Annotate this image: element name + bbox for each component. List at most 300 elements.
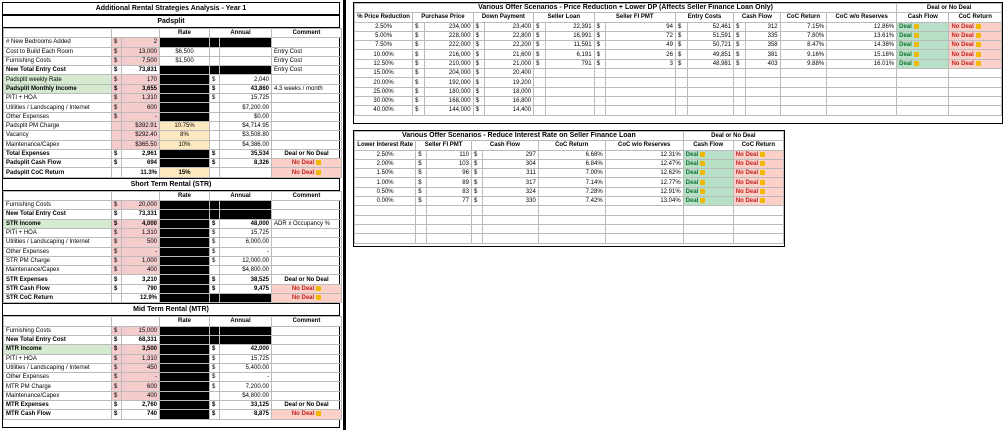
str-header: Short Term Rental (STR) (3, 178, 339, 191)
table-row (355, 106, 1002, 115)
price-reduction[interactable]: 10.00% (355, 50, 413, 59)
comment (272, 382, 342, 391)
rate-value[interactable]: 15% (160, 168, 210, 177)
rental-strategies-panel (2, 2, 340, 428)
deal-coc-return: No Deal (733, 178, 783, 187)
rate-value[interactable]: 25% (160, 256, 210, 265)
currency-symbol (594, 96, 606, 105)
rate-value[interactable] (160, 103, 210, 112)
monthly-value[interactable]: 68,331 (122, 335, 160, 344)
col-deal-coc-return: CoC Return (949, 13, 1002, 22)
comment (272, 373, 342, 382)
currency-symbol: $ (534, 31, 546, 40)
comment (272, 131, 342, 140)
comment (272, 266, 342, 275)
row-label: Furnishing Costs (4, 201, 112, 210)
monthly-value[interactable]: - (122, 247, 160, 256)
coc-wo-reserves: 12.86% (827, 22, 897, 31)
monthly-value[interactable]: 4,000 (122, 219, 160, 228)
currency-symbol: $ (413, 50, 425, 59)
seller-fi-pmt: 3 (606, 59, 676, 68)
seller-fi-pmt: 110 (427, 150, 472, 159)
thumb-icon (700, 152, 705, 157)
warning-icon (976, 61, 981, 66)
row-label: Utilities / Landscaping / Internet (4, 103, 112, 112)
annual-currency (210, 294, 220, 303)
price-reduction[interactable]: 2.50% (355, 22, 413, 31)
comment (272, 121, 342, 130)
annual-value (220, 56, 272, 65)
rate-value[interactable] (160, 38, 210, 47)
row-label: Other Expenses (4, 247, 112, 256)
comment (272, 345, 342, 354)
monthly-value[interactable]: $365.50 (122, 140, 160, 149)
offers1-title: Various Offer Scenarios - Price Reduction + Lower DP (Affects Seller Finance Loan Only) (355, 4, 897, 13)
row-label: Furnishing Costs (4, 326, 112, 335)
deal-coc-return (949, 96, 1002, 105)
currency-symbol: $ (471, 169, 482, 178)
annual-currency (210, 140, 220, 149)
rate-value[interactable]: $1,500 (160, 56, 210, 65)
comment: Entry Cost (272, 47, 342, 56)
table-row (4, 47, 342, 56)
col-coc-return: CoC Return (538, 141, 605, 150)
comment (272, 326, 342, 335)
seller-fi-pmt: 96 (427, 169, 472, 178)
col-lower-interest-rate: Lower Interest Rate (355, 141, 416, 150)
price-reduction[interactable]: 40.00% (355, 106, 413, 115)
annual-value (220, 168, 272, 177)
coc-return (780, 78, 827, 87)
currency-symbol (594, 69, 606, 78)
currency-symbol: $ (416, 178, 427, 187)
monthly-value[interactable]: 170 (122, 75, 160, 84)
table-row (4, 391, 342, 400)
coc-return: 7.14% (538, 178, 605, 187)
price-reduction[interactable]: 30.00% (355, 96, 413, 105)
down-payment: 21,000 (485, 59, 534, 68)
coc-wo-reserves: 12.47% (605, 159, 683, 168)
currency-symbol: $ (675, 41, 687, 50)
currency-symbol (534, 78, 546, 87)
purchase-price: 222,000 (424, 41, 473, 50)
table-row (355, 150, 784, 159)
currency-symbol: $ (112, 159, 122, 168)
annual-currency: $ (210, 400, 220, 409)
monthly-value[interactable]: 450 (122, 363, 160, 372)
col-rate: Rate (160, 317, 210, 326)
currency-symbol: $ (594, 50, 606, 59)
row-label: Furnishing Costs (4, 56, 112, 65)
currency-symbol (675, 106, 687, 115)
rate-value[interactable]: 10% (160, 391, 210, 400)
table-row (4, 219, 342, 228)
warning-icon (976, 42, 981, 47)
comment (272, 247, 342, 256)
monthly-value[interactable]: 1,310 (122, 94, 160, 103)
seller-fi-pmt: 94 (606, 22, 676, 31)
deal-coc-return (949, 78, 1002, 87)
rate-value[interactable] (160, 363, 210, 372)
annual-value (220, 66, 272, 75)
rate-value[interactable]: 15% (160, 382, 210, 391)
annual-currency (210, 266, 220, 275)
cash-flow (745, 87, 780, 96)
monthly-value[interactable]: 1,000 (122, 256, 160, 265)
cash-flow: 312 (745, 22, 780, 31)
deal-coc-return (949, 69, 1002, 78)
comment (272, 354, 342, 363)
thumb-icon (700, 198, 705, 203)
monthly-value[interactable]: 3,500 (122, 345, 160, 354)
deal-cash-flow: Deal (897, 59, 949, 68)
table-row (4, 103, 342, 112)
deal-coc-return (949, 87, 1002, 96)
coc-wo-reserves (827, 69, 897, 78)
table-row (4, 294, 342, 303)
currency-symbol: $ (112, 363, 122, 372)
rate-value[interactable]: $ 1,000 (160, 284, 210, 293)
rate-value[interactable]: 10% (160, 266, 210, 275)
seller-loan (545, 96, 594, 105)
price-reduction[interactable]: 7.50% (355, 41, 413, 50)
currency-symbol: $ (112, 149, 122, 158)
deal-cash-flow: Deal (897, 31, 949, 40)
table-row (4, 149, 342, 158)
row-label: STR CoC Return (4, 294, 112, 303)
col-annual: Annual (210, 317, 272, 326)
annual-currency: $ (210, 275, 220, 284)
comment: Deal or No Deal (272, 149, 342, 158)
row-label: Total Expenses (4, 149, 112, 158)
cash-flow: 311 (483, 169, 539, 178)
seller-fi-pmt (606, 78, 676, 87)
mtr-header: Mid Term Rental (MTR) (3, 303, 339, 316)
currency-symbol: $ (473, 69, 485, 78)
price-reduction[interactable]: 15.00% (355, 69, 413, 78)
currency-symbol: $ (534, 50, 546, 59)
thumb-icon (700, 180, 705, 185)
coc-wo-reserves: 12.31% (605, 150, 683, 159)
comment (272, 228, 342, 237)
annual-value: $4,714.95 (220, 121, 272, 130)
currency-symbol (734, 96, 746, 105)
row-label: Padsplit Cash Flow (4, 159, 112, 168)
col-deal-coc-return: CoC Return (733, 141, 783, 150)
monthly-value[interactable]: 11.3% (122, 168, 160, 177)
annual-currency (210, 121, 220, 130)
coc-wo-reserves: 13.61% (827, 31, 897, 40)
annual-currency: $ (210, 247, 220, 256)
annual-value: 35,534 (220, 149, 272, 158)
deal-coc-return: No Deal (949, 50, 1002, 59)
monthly-value[interactable]: 2 (122, 38, 160, 47)
cash-flow (745, 78, 780, 87)
row-label: Vacancy (4, 131, 112, 140)
monthly-value[interactable]: 7,500 (122, 56, 160, 65)
rate-value[interactable]: 8% (160, 131, 210, 140)
currency-symbol (534, 87, 546, 96)
rate-value[interactable] (160, 238, 210, 247)
rate-value[interactable] (160, 219, 210, 228)
purchase-price: 216,000 (424, 50, 473, 59)
warning-icon (316, 160, 321, 165)
lower-interest-rate[interactable]: 0.00% (355, 197, 416, 206)
rate-value[interactable]: 10.75% (160, 121, 210, 130)
currency-symbol: $ (734, 22, 746, 31)
str-section (3, 178, 339, 304)
warning-icon (760, 180, 765, 185)
currency-symbol: $ (534, 41, 546, 50)
down-payment: 22,200 (485, 41, 534, 50)
col-purchase-price: Purchase Price (413, 13, 473, 22)
annual-currency: $ (210, 228, 220, 237)
row-label: Padsplit Monthly Income (4, 84, 112, 93)
rate-value[interactable] (160, 75, 210, 84)
price-reduction[interactable]: 20.00% (355, 78, 413, 87)
coc-return: 6.68% (538, 150, 605, 159)
rate-value[interactable]: $6,500 (160, 47, 210, 56)
row-label: PITI + HOA (4, 354, 112, 363)
rate-value[interactable] (160, 201, 210, 210)
currency-symbol: $ (473, 106, 485, 115)
col-coc-wo-reserves: CoC w/o Reserves (827, 13, 897, 22)
annual-value: 48,000 (220, 219, 272, 228)
rate-value[interactable] (160, 354, 210, 363)
currency-symbol: $ (471, 178, 482, 187)
annual-currency (210, 47, 220, 56)
empty-row (355, 234, 784, 243)
lower-interest-rate[interactable]: 0.50% (355, 187, 416, 196)
rate-value[interactable]: $ 1,000 (160, 410, 210, 419)
purchase-price: 168,000 (424, 96, 473, 105)
row-label: STR PM Charge (4, 256, 112, 265)
comment: No Deal (272, 159, 342, 168)
monthly-value[interactable]: 600 (122, 103, 160, 112)
rate-value[interactable]: $ 1,000 (160, 159, 210, 168)
rate-value[interactable]: Goal (160, 400, 210, 409)
col-coc-wo-reserves: CoC w/o Reserves (605, 141, 683, 150)
monthly-value[interactable]: 1,310 (122, 354, 160, 363)
monthly-value[interactable]: $292.40 (122, 131, 160, 140)
coc-return: 7.28% (538, 187, 605, 196)
annual-value: $0.00 (220, 112, 272, 121)
thumb-icon (700, 189, 705, 194)
col-deal-cash-flow: Cash Flow (897, 13, 949, 22)
rate-value[interactable]: Goal (160, 275, 210, 284)
currency-symbol: $ (594, 59, 606, 68)
rate-value[interactable] (160, 247, 210, 256)
monthly-value[interactable]: 740 (122, 410, 160, 419)
currency-symbol (112, 168, 122, 177)
comment: No Deal (272, 168, 342, 177)
row-label: MTR PM Charge (4, 382, 112, 391)
monthly-value[interactable]: 400 (122, 391, 160, 400)
table-row (4, 238, 342, 247)
comment: No Deal (272, 410, 342, 419)
seller-fi-pmt (606, 87, 676, 96)
annual-value: 12,000.00 (220, 256, 272, 265)
coc-return: 7.80% (780, 31, 827, 40)
annual-currency: $ (210, 345, 220, 354)
rate-value[interactable]: Goal (160, 149, 210, 158)
warning-icon (976, 24, 981, 29)
table-row (4, 121, 342, 130)
currency-symbol: $ (473, 22, 485, 31)
cash-flow: 330 (483, 197, 539, 206)
rate-value[interactable]: 20% (160, 294, 210, 303)
comment (272, 38, 342, 47)
table-row (4, 131, 342, 140)
currency-symbol: $ (112, 275, 122, 284)
rate-value[interactable]: 10% (160, 140, 210, 149)
currency-symbol (594, 87, 606, 96)
monthly-value[interactable]: $392.91 (122, 121, 160, 130)
annual-value: 43,860 (220, 84, 272, 93)
table-row (4, 256, 342, 265)
warning-icon (316, 170, 321, 175)
warning-icon (976, 52, 981, 57)
seller-fi-pmt: 26 (606, 50, 676, 59)
row-label: Padsplit PM Charge (4, 121, 112, 130)
currency-symbol: $ (112, 56, 122, 65)
empty-row (355, 224, 784, 233)
col-annual: Annual (210, 191, 272, 200)
purchase-price: 144,000 (424, 106, 473, 115)
rate-value[interactable] (160, 112, 210, 121)
monthly-value[interactable]: 2,760 (122, 400, 160, 409)
monthly-value[interactable]: 73,331 (122, 210, 160, 219)
lower-interest-rate[interactable]: 2.50% (355, 150, 416, 159)
annual-value (220, 294, 272, 303)
rate-value[interactable] (160, 210, 210, 219)
down-payment: 14,400 (485, 106, 534, 115)
monthly-value[interactable]: 400 (122, 266, 160, 275)
mtr-section (3, 303, 339, 419)
currency-symbol (675, 87, 687, 96)
cash-flow: 324 (483, 187, 539, 196)
cash-flow: 304 (483, 159, 539, 168)
rate-value[interactable] (160, 228, 210, 237)
lower-interest-rate[interactable]: 1.50% (355, 169, 416, 178)
purchase-price: 204,000 (424, 69, 473, 78)
annual-currency: $ (210, 410, 220, 419)
rate-value[interactable] (160, 326, 210, 335)
monthly-value[interactable]: - (122, 373, 160, 382)
annual-currency: $ (210, 354, 220, 363)
monthly-value[interactable]: 2,961 (122, 149, 160, 158)
currency-symbol: $ (594, 41, 606, 50)
row-label: Maintenance/Capex (4, 266, 112, 275)
monthly-value[interactable]: 694 (122, 159, 160, 168)
purchase-price: 180,000 (424, 87, 473, 96)
monthly-value[interactable]: 73,831 (122, 66, 160, 75)
cash-flow: 358 (745, 41, 780, 50)
cash-flow: 403 (745, 59, 780, 68)
table-row (4, 159, 342, 168)
currency-symbol: $ (675, 22, 687, 31)
deal-cash-flow (897, 78, 949, 87)
annual-currency: $ (210, 373, 220, 382)
currency-symbol: $ (734, 31, 746, 40)
monthly-value[interactable]: 20,000 (122, 201, 160, 210)
price-reduction[interactable]: 25.00% (355, 87, 413, 96)
currency-symbol: $ (112, 38, 122, 47)
monthly-value[interactable]: 790 (122, 284, 160, 293)
monthly-value[interactable]: 500 (122, 238, 160, 247)
currency-symbol (112, 140, 122, 149)
annual-currency: $ (210, 284, 220, 293)
currency-symbol: $ (473, 50, 485, 59)
monthly-value[interactable]: 3,655 (122, 84, 160, 93)
price-reduction[interactable]: 5.00% (355, 31, 413, 40)
monthly-value[interactable]: 15,000 (122, 326, 160, 335)
annual-currency (210, 103, 220, 112)
rate-value[interactable] (160, 66, 210, 75)
row-label: Padsplit CoC Return (4, 168, 112, 177)
seller-fi-pmt: 89 (427, 178, 472, 187)
lower-interest-rate[interactable]: 1.00% (355, 178, 416, 187)
warning-icon (760, 189, 765, 194)
warning-icon (316, 411, 321, 416)
currency-symbol: $ (413, 41, 425, 50)
deal-coc-return: No Deal (949, 41, 1002, 50)
monthly-value[interactable]: 1,310 (122, 228, 160, 237)
row-label: # New Bedrooms Added (4, 38, 112, 47)
currency-symbol: $ (473, 59, 485, 68)
price-reduction[interactable]: 12.50% (355, 59, 413, 68)
rate-value[interactable] (160, 335, 210, 344)
purchase-price: 234,000 (424, 22, 473, 31)
table-row (355, 78, 1002, 87)
monthly-value[interactable]: 600 (122, 382, 160, 391)
annual-value (220, 335, 272, 344)
lower-interest-rate[interactable]: 2.00% (355, 159, 416, 168)
comment: Deal or No Deal (272, 275, 342, 284)
entry-costs (687, 96, 734, 105)
table-row (4, 363, 342, 372)
table-row (4, 56, 342, 65)
currency-symbol: $ (112, 75, 122, 84)
monthly-value[interactable]: 13,000 (122, 47, 160, 56)
rate-value[interactable] (160, 84, 210, 93)
monthly-value[interactable]: 12.9% (122, 294, 160, 303)
monthly-value[interactable]: - (122, 112, 160, 121)
currency-symbol (594, 106, 606, 115)
rate-value[interactable] (160, 94, 210, 103)
table-row (4, 373, 342, 382)
annual-currency (210, 391, 220, 400)
comment: ADR x Occupancy % (272, 219, 342, 228)
rate-value[interactable] (160, 345, 210, 354)
table-row (4, 400, 342, 409)
currency-symbol: $ (413, 78, 425, 87)
monthly-value[interactable]: 3,210 (122, 275, 160, 284)
col-rate: Rate (160, 29, 210, 38)
seller-loan: 791 (545, 59, 594, 68)
table-row (355, 187, 784, 196)
rate-value[interactable] (160, 373, 210, 382)
currency-symbol: $ (413, 59, 425, 68)
currency-symbol (734, 106, 746, 115)
annual-value (220, 47, 272, 56)
annual-currency (210, 38, 220, 47)
annual-currency (210, 56, 220, 65)
comment: Deal or No Deal (272, 400, 342, 409)
warning-icon (760, 170, 765, 175)
down-payment: 16,800 (485, 96, 534, 105)
comment: 4.3 weeks / month (272, 84, 342, 93)
